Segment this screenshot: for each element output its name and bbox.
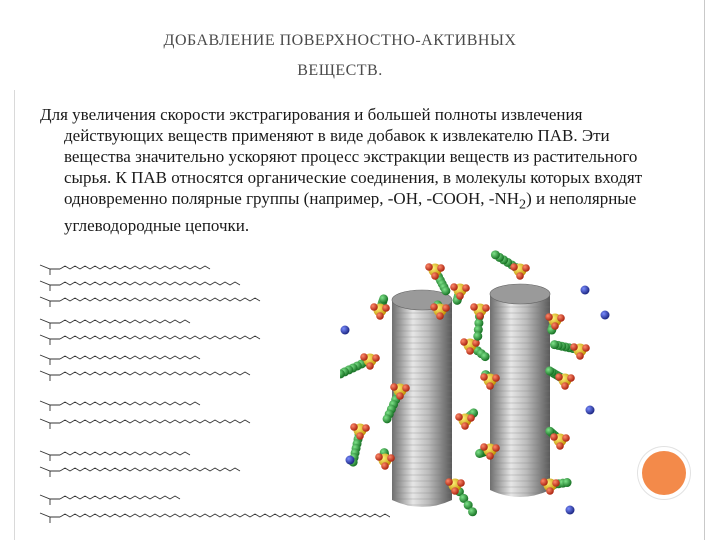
title-line-2: ВЕЩЕСТВ. — [297, 62, 383, 79]
slide-frame-left — [14, 90, 15, 540]
slide-frame-right — [704, 0, 705, 540]
body-subscript: 2 — [519, 196, 527, 213]
body-paragraph — [40, 104, 660, 236]
surfactant-molecular-model-image — [340, 250, 660, 540]
structural-formulas-image — [30, 255, 390, 540]
body-text-end: ) и неполярные углеводородные цепочки. — [64, 189, 637, 236]
nanotube-right — [490, 284, 550, 497]
title-line-1: ДОБАВЛЕНИЕ ПОВЕРХНОСТНО-АКТИВНЫХ — [163, 32, 517, 49]
slide-title — [60, 26, 620, 86]
body-text-main: Для увеличения скорости экстрагирования и большей полноты извлечения действующих веществ применяют в виде добавок к извлекателю ПАВ. Эти вещества значительно ускоряют процесс экстракции веществ из растительного сырья. К ПАВ относятся органические соединения, в молекулы которых входят одновременно полярные группы (например, -OH, -COOH, -NH — [40, 105, 643, 208]
slide-decoration-circle — [642, 451, 686, 495]
